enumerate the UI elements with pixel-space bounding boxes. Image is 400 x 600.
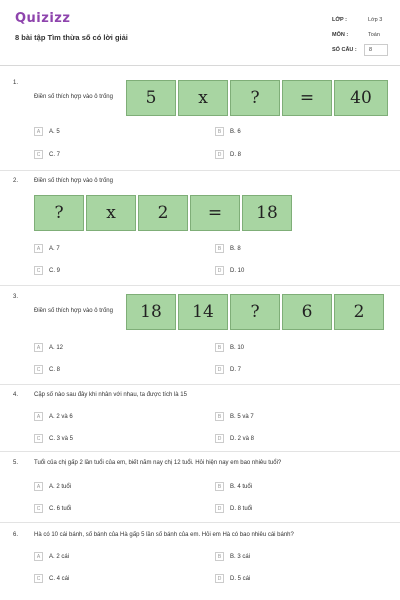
- option-text: C. 8: [49, 366, 61, 373]
- option-text: A. 7: [49, 245, 60, 252]
- option-letter: A: [34, 412, 43, 421]
- divider: [0, 384, 400, 385]
- question-text: Điền số thích hợp vào ô trống: [34, 308, 113, 314]
- option-letter: D: [215, 574, 224, 583]
- option-letter: C: [34, 266, 43, 275]
- option-letter: C: [34, 150, 43, 159]
- option-a[interactable]: [34, 244, 60, 253]
- option-d[interactable]: [215, 365, 241, 374]
- option-text: B. 5 và 7: [230, 413, 254, 420]
- option-text: D. 7: [230, 366, 242, 373]
- divider: [0, 285, 400, 286]
- option-letter: C: [34, 365, 43, 374]
- question-number: 2.: [13, 178, 19, 184]
- option-text: A. 2 và 6: [49, 413, 73, 420]
- divider: [0, 522, 400, 523]
- option-text: D. 10: [230, 267, 245, 274]
- option-text: B. 6: [230, 128, 241, 135]
- option-text: B. 3 cái: [230, 553, 251, 560]
- question-number: 1.: [13, 80, 19, 86]
- option-c[interactable]: [34, 434, 73, 443]
- option-b[interactable]: [215, 343, 244, 352]
- equation-box: 18: [126, 294, 176, 330]
- option-letter: C: [34, 434, 43, 443]
- option-letter: B: [215, 127, 224, 136]
- option-b[interactable]: [215, 244, 241, 253]
- equation-box: 5: [126, 80, 176, 116]
- question-text: Hà có 10 cái bánh, số bánh của Hà gấp 5 lần số bánh của em. Hỏi em Hà có bao nhiêu cái bánh?: [34, 532, 294, 538]
- option-letter: C: [34, 574, 43, 583]
- option-letter: B: [215, 244, 224, 253]
- option-d[interactable]: [215, 150, 241, 159]
- option-c[interactable]: [34, 574, 69, 583]
- option-text: D. 2 và 8: [230, 435, 255, 442]
- option-a[interactable]: [34, 412, 73, 421]
- option-c[interactable]: [34, 365, 60, 374]
- equation-box: x: [86, 195, 136, 231]
- equation-box: ?: [230, 80, 280, 116]
- option-b[interactable]: [215, 412, 254, 421]
- option-text: B. 10: [230, 344, 245, 351]
- option-letter: A: [34, 127, 43, 136]
- option-d[interactable]: [215, 434, 254, 443]
- question-text: Cặp số nào sau đây khi nhân với nhau, ta được tích là 15: [34, 392, 187, 398]
- option-letter: D: [215, 504, 224, 513]
- option-d[interactable]: [215, 574, 250, 583]
- question-number: 6.: [13, 532, 19, 538]
- option-letter: A: [34, 552, 43, 561]
- option-b[interactable]: [215, 482, 252, 491]
- equation-box: ?: [230, 294, 280, 330]
- divider: [0, 451, 400, 452]
- option-letter: A: [34, 343, 43, 352]
- option-text: A. 2 cái: [49, 553, 70, 560]
- meta-class-label: LỚP :: [332, 17, 347, 23]
- option-letter: D: [215, 434, 224, 443]
- option-a[interactable]: [34, 127, 60, 136]
- meta-subject-value: Toán: [368, 32, 380, 38]
- option-text: C. 9: [49, 267, 61, 274]
- meta-count-label: SỐ CÂU :: [332, 47, 357, 53]
- option-letter: B: [215, 343, 224, 352]
- equation-box: 2: [334, 294, 384, 330]
- option-c[interactable]: [34, 266, 60, 275]
- option-letter: C: [34, 504, 43, 513]
- worksheet-header: [0, 0, 400, 66]
- equation-box: 18: [242, 195, 292, 231]
- quizizz-logo: Quizizz: [15, 11, 71, 26]
- divider: [0, 170, 400, 171]
- equation-box: 2: [138, 195, 188, 231]
- equation-boxes: [126, 294, 386, 330]
- option-text: B. 4 tuổi: [230, 483, 253, 490]
- question-number: 4.: [13, 392, 19, 398]
- option-letter: B: [215, 482, 224, 491]
- option-b[interactable]: [215, 127, 241, 136]
- option-a[interactable]: [34, 343, 63, 352]
- question-number: 5.: [13, 460, 19, 466]
- equation-box: =: [190, 195, 240, 231]
- option-d[interactable]: [215, 504, 252, 513]
- equation-box: x: [178, 80, 228, 116]
- option-b[interactable]: [215, 552, 250, 561]
- option-letter: D: [215, 365, 224, 374]
- option-text: C. 4 cái: [49, 575, 70, 582]
- option-letter: B: [215, 412, 224, 421]
- meta-subject-label: MÔN :: [332, 32, 349, 38]
- equation-box: 6: [282, 294, 332, 330]
- question-number: 3.: [13, 294, 19, 300]
- option-text: D. 8 tuổi: [230, 505, 253, 512]
- option-a[interactable]: [34, 482, 71, 491]
- equation-box: ?: [34, 195, 84, 231]
- option-d[interactable]: [215, 266, 244, 275]
- option-text: C. 7: [49, 151, 61, 158]
- option-letter: A: [34, 244, 43, 253]
- option-text: A. 2 tuổi: [49, 483, 72, 490]
- option-c[interactable]: [34, 150, 60, 159]
- option-letter: A: [34, 482, 43, 491]
- meta-count-value: 8: [369, 47, 373, 53]
- option-c[interactable]: [34, 504, 71, 513]
- meta-count-box: [364, 44, 388, 56]
- option-letter: B: [215, 552, 224, 561]
- option-text: C. 6 tuổi: [49, 505, 72, 512]
- option-text: B. 8: [230, 245, 241, 252]
- equation-box: =: [282, 80, 332, 116]
- question-text: Điền số thích hợp vào ô trống: [34, 94, 113, 100]
- option-text: D. 8: [230, 151, 242, 158]
- equation-box: 14: [178, 294, 228, 330]
- question-text: Tuổi của chị gấp 2 lần tuổi của em, biết năm nay chị 12 tuổi. Hỏi hiện nay em bao nhiêu tuổi?: [34, 460, 282, 466]
- worksheet-title: 8 bài tập Tìm thừa số có lời giải: [15, 33, 128, 42]
- option-letter: D: [215, 150, 224, 159]
- option-text: C. 3 và 5: [49, 435, 74, 442]
- equation-boxes: [34, 195, 294, 231]
- option-text: A. 5: [49, 128, 60, 135]
- equation-box: 40: [334, 80, 388, 116]
- option-text: A. 12: [49, 344, 64, 351]
- option-letter: D: [215, 266, 224, 275]
- meta-class-value: Lớp 3: [368, 17, 383, 23]
- option-a[interactable]: [34, 552, 69, 561]
- question-text: Điền số thích hợp vào ô trống: [34, 178, 113, 184]
- option-text: D. 5 cái: [230, 575, 251, 582]
- equation-boxes: [126, 80, 390, 116]
